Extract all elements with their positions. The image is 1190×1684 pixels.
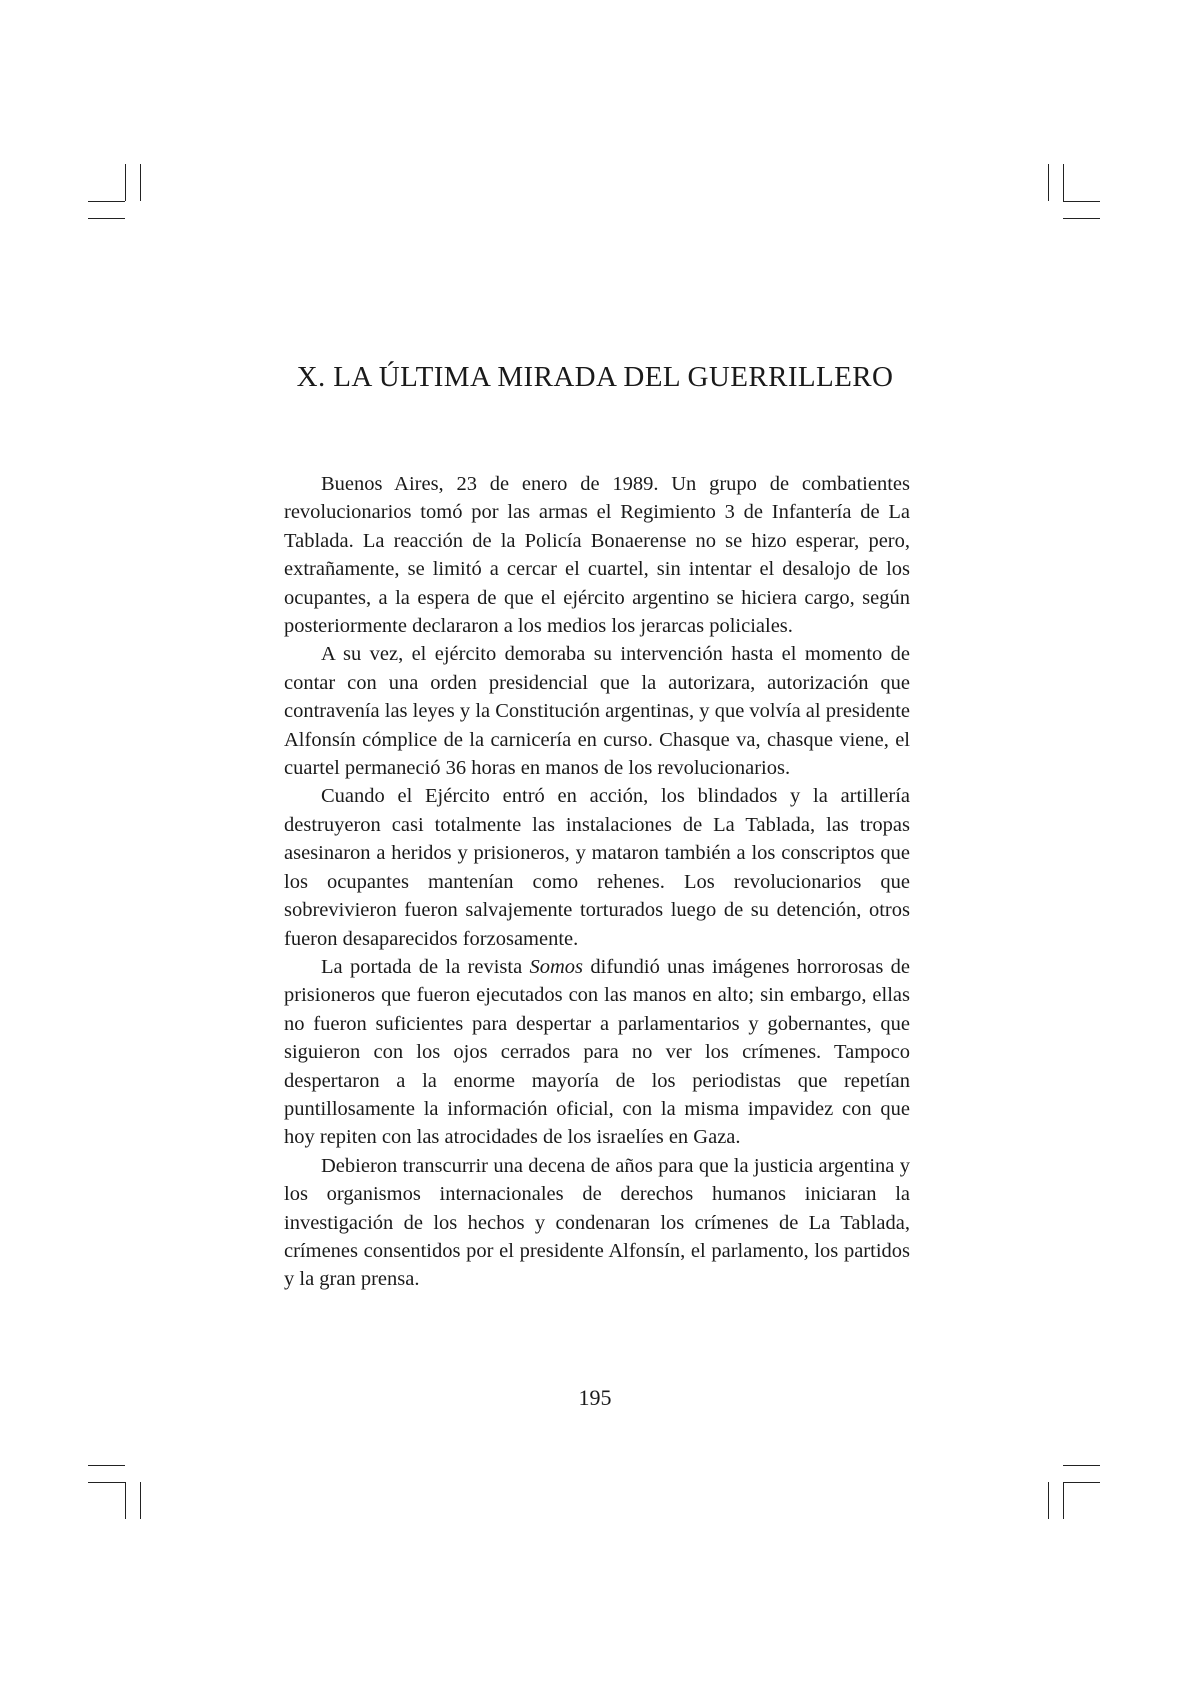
crop-mark-top-left-v2 bbox=[140, 164, 141, 201]
paragraph-1: Buenos Aires, 23 de enero de 1989. Un grupo de combatientes revolucionarios tomó por las armas el Regimiento 3 de Infantería de La Tablada. La reacción de la Policía Bonaerense no se hizo esperar, pero, extrañamente, se limitó a cercar el cuartel, sin intentar el desalojo de los ocupantes, a la espera de que el ejército argentino se hiciera cargo, según posteriormente declararon a los medios los jerarcas policiales. bbox=[284, 473, 910, 638]
crop-mark-bottom-left-h1 bbox=[88, 1465, 125, 1466]
crop-mark-bottom-right-v1 bbox=[1048, 1482, 1049, 1519]
paragraph-4-after: difundió unas imágenes horrorosas de prisioneros que fueron ejecutados con las manos en alto; sin embargo, ellas no fueron suficientes para despertar a parlamentarios y gobernantes, que siguieron con los ojos cerrados para no ver los crímenes. Tampoco despertaron a la enorme mayoría de los periodistas que repetían puntillosamente la información oficial, con la misma impavidez con que hoy repiten con las atrocidades de los israelíes en Gaza. bbox=[284, 955, 910, 1149]
crop-mark-top-right-v1 bbox=[1048, 164, 1049, 201]
crop-mark-top-right-h1 bbox=[1063, 201, 1100, 202]
crop-mark-top-left-v1 bbox=[125, 164, 126, 201]
crop-mark-bottom-right-v2 bbox=[1063, 1482, 1064, 1519]
crop-mark-top-right-h2 bbox=[1063, 218, 1100, 219]
crop-mark-bottom-right-h2 bbox=[1063, 1482, 1100, 1483]
crop-mark-top-right-v2 bbox=[1063, 164, 1064, 201]
paragraph-3: Cuando el Ejército entró en acción, los blindados y la artillería destruyeron casi totalmente las instalaciones de La Tablada, las tropas asesinaron a heridos y prisioneros, y mataron también a los conscriptos que los ocupantes mantenían como rehenes. Los revolucionarios que sobrevivieron fueron salvajemente torturados luego de su detención, otros fueron desaparecidos forzosamente. bbox=[284, 785, 910, 950]
page-number: 195 bbox=[578, 1385, 612, 1410]
crop-mark-top-left-h2 bbox=[88, 218, 125, 219]
magazine-title: Somos bbox=[529, 955, 584, 978]
paragraph-4 bbox=[284, 953, 910, 1152]
crop-mark-bottom-left-v2 bbox=[140, 1482, 141, 1519]
crop-mark-bottom-left-v1 bbox=[125, 1482, 126, 1519]
paragraph-4-before: La portada de la revista bbox=[321, 955, 530, 978]
paragraph-2: A su vez, el ejército demoraba su intervención hasta el momento de contar con una orden presidencial que la autorizara, autorización que contravenía las leyes y la Constitución argentinas, y que volvía al presidente Alfonsín cómplice de la carnicería en curso. Chasque va, chasque viene, el cuartel permaneció 36 horas en manos de los revolucionarios. bbox=[284, 643, 910, 780]
chapter-title: X. LA ÚLTIMA MIRADA DEL GUERRILLERO bbox=[296, 361, 894, 393]
crop-mark-bottom-right-h1 bbox=[1063, 1465, 1100, 1466]
crop-mark-top-left-h1 bbox=[88, 201, 125, 202]
crop-mark-bottom-left-h2 bbox=[88, 1482, 125, 1483]
chapter-body bbox=[284, 470, 910, 1294]
paragraph-5: Debieron transcurrir una decena de años para que la justicia argentina y los organismos internacionales de derechos humanos iniciaran la investigación de los hechos y condenaran los crímenes de La Tablada, crímenes consentidos por el presidente Alfonsín, el parlamento, los partidos y la gran prensa. bbox=[284, 1154, 910, 1291]
